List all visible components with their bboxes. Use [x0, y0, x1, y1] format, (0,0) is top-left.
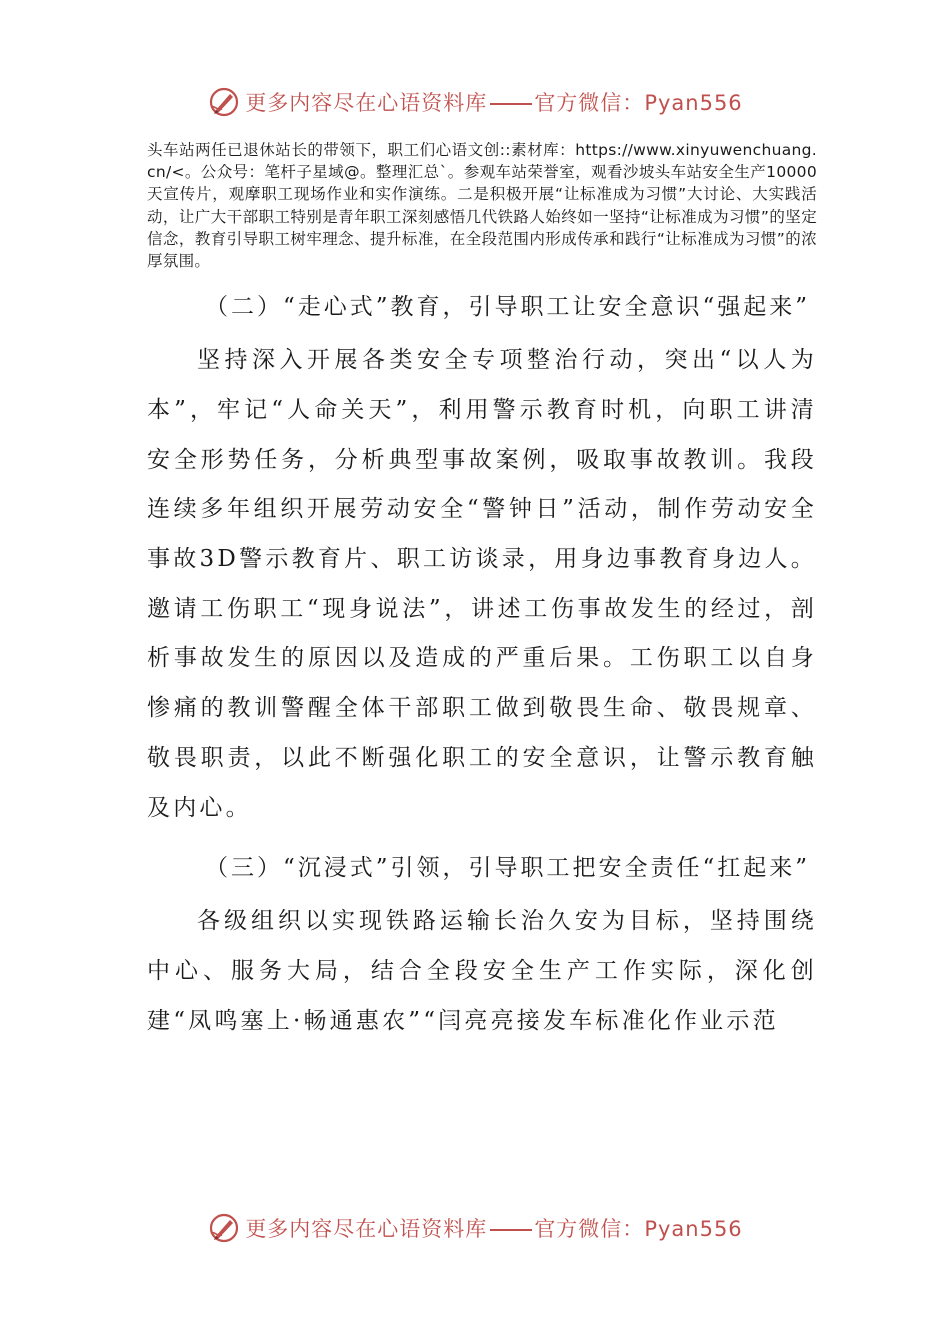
- watermark-main-text: 更多内容尽在心语资料库: [245, 1217, 488, 1241]
- pen-circle-logo-icon: [207, 85, 241, 119]
- watermark-banner-bottom: [0, 1208, 950, 1248]
- watermark-dash: [490, 103, 532, 105]
- watermark-official-text: 官方微信：: [534, 1217, 645, 1241]
- section3-heading: （三）“沉浸式”引领，引导职工把安全责任“扛起来”: [205, 855, 811, 882]
- watermark-main-text: 更多内容尽在心语资料库: [245, 91, 488, 115]
- pen-circle-logo-icon: [207, 1211, 241, 1245]
- intro-paragraph: 头车站两任已退休站长的带领下，职工们心语文创::素材库：https://www.xinyuwenchuang.cn/<。公众号：笔杆子星域@。整理汇总`。参观车站荣誉室，观看沙坡头车站安全生产10000天宣传片，观摩职工现场作业和实作演练。二是积极开展“让标准成为习惯”大讨论、大实践活动，让广大干部职工特别是青年职工深刻感悟几代铁路人始终如一坚持“让标准成为习惯”的坚定信念，教育引导职工树牢理念、提升标准，在全段范围内形成传承和践行“让标准成为习惯”的浓厚氛围。: [147, 141, 817, 271]
- watermark-id-text: Pyan556: [644, 91, 743, 115]
- watermark-dash: [490, 1229, 532, 1231]
- watermark-official-text: 官方微信：: [534, 91, 645, 115]
- watermark-banner-top: [0, 82, 950, 122]
- watermark-id-text: Pyan556: [644, 1217, 743, 1241]
- section2-heading: （二）“走心式”教育，引导职工让安全意识“强起来”: [205, 294, 811, 321]
- section2-body: 坚持深入开展各类安全专项整治行动，突出“以人为本”，牢记“人命关天”，利用警示教育时机，向职工讲清安全形势任务，分析典型事故案例，吸取事故教训。我段连续多年组织开展劳动安全“警钟日”活动，制作劳动安全事故3D警示教育片、职工访谈录，用身边事教育身边人。邀请工伤职工“现身说法”，讲述工伤事故发生的经过，剖析事故发生的原因以及造成的严重后果。工伤职工以自身惨痛的教训警醒全体干部职工做到敬畏生命、敬畏规章、敬畏职责，以此不断强化职工的安全意识，让警示教育触及内心。: [147, 347, 817, 821]
- document-body: [147, 139, 817, 1046]
- section3-body: 各级组织以实现铁路运输长治久安为目标，坚持围绕中心、服务大局，结合全段安全生产工作实际，深化创建“凤鸣塞上·畅通惠农”“闫亮亮接发车标准化作业示范: [147, 908, 817, 1034]
